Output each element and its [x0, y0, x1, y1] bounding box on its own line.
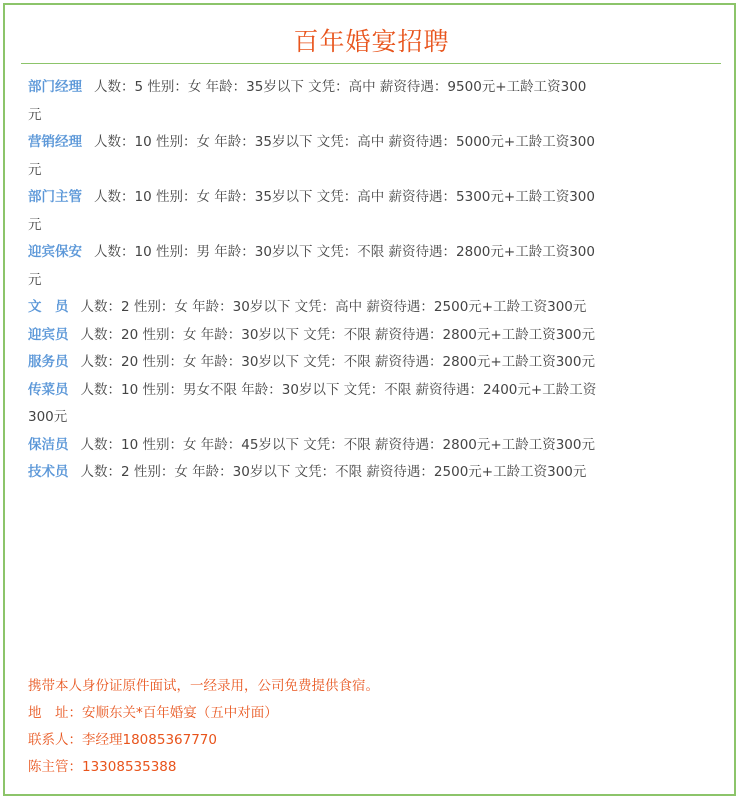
job-item: [28, 432, 598, 460]
job-position: 文 员: [28, 299, 69, 315]
job-position: 服务员: [28, 354, 69, 370]
contact-person: 联系人：李经理18085367770: [28, 732, 217, 748]
job-item: [28, 74, 598, 129]
contact-address: 地 址：安顺东关*百年婚宴（五中对面）: [28, 705, 278, 721]
job-position: 部门经理: [28, 79, 82, 95]
job-details: 人数：2 性别：女 年龄：30岁以下 文凭：不限 薪资待遇：2500元+工龄工资300元: [80, 464, 587, 480]
job-list: [28, 74, 598, 487]
contact-manager: 陈主管：13308535388: [28, 759, 177, 775]
job-details: 人数：10 性别：男女不限 年龄：30岁以下 文凭：不限 薪资待遇：2400元+工龄工资300元: [28, 381, 597, 425]
job-item: [28, 322, 598, 350]
job-position: 部门主管: [28, 189, 82, 205]
job-item: [28, 377, 598, 432]
job-item: [28, 129, 598, 184]
contact-note: 携带本人身份证原件面试，一经录用，公司免费提供食宿。: [28, 678, 379, 694]
job-item: [28, 459, 598, 487]
job-position: 技术员: [28, 464, 69, 480]
job-details: 人数：10 性别：女 年龄：35岁以下 文凭：高中 薪资待遇：5300元+工龄工资300元: [28, 189, 595, 233]
job-item: [28, 294, 598, 322]
job-details: 人数：10 性别：女 年龄：35岁以下 文凭：高中 薪资待遇：5000元+工龄工资300元: [28, 134, 595, 178]
job-details: 人数：5 性别：女 年龄：35岁以下 文凭：高中 薪资待遇：9500元+工龄工资300元: [28, 79, 587, 123]
contact-info: [28, 673, 379, 781]
job-details: 人数：10 性别：男 年龄：30岁以下 文凭：不限 薪资待遇：2800元+工龄工资300元: [28, 244, 595, 288]
job-item: [28, 239, 598, 294]
job-details: 人数：20 性别：女 年龄：30岁以下 文凭：不限 薪资待遇：2800元+工龄工资300元: [80, 354, 595, 370]
job-position: 迎宾员: [28, 326, 69, 343]
job-details: 人数：20 性别：女 年龄：30岁以下 文凭：不限 薪资待遇：2800元+工龄工资300元: [80, 326, 595, 343]
job-position: 营销经理: [28, 134, 82, 150]
page-title: 百年婚宴招聘: [293, 27, 450, 56]
divider: [21, 63, 721, 64]
job-details: 人数：2 性别：女 年龄：30岁以下 文凭：高中 薪资待遇：2500元+工龄工资300元: [80, 299, 587, 315]
job-details: 人数：10 性别：女 年龄：45岁以下 文凭：不限 薪资待遇：2800元+工龄工资300元: [80, 436, 595, 453]
job-item: [28, 184, 598, 239]
job-position: 传菜员: [28, 381, 69, 398]
job-position: 迎宾保安: [28, 244, 82, 260]
job-position: 保洁员: [28, 436, 69, 453]
job-item: [28, 349, 598, 377]
